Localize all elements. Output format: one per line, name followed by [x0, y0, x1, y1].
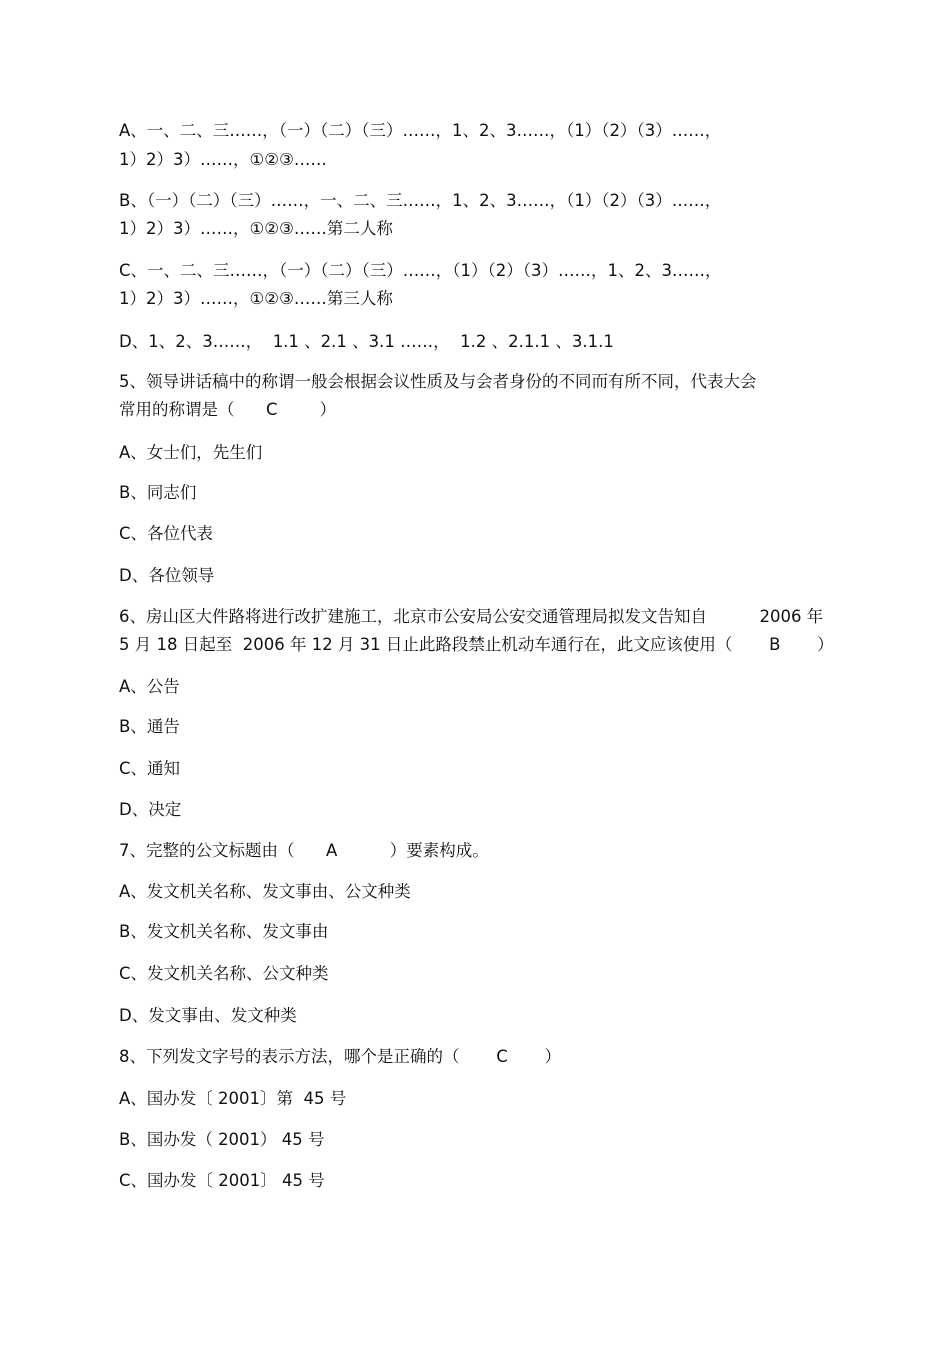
q6-stem-line1: 6、房山区大件路将进行改扩建施工，北京市公安局公安交通管理局拟发文告知自 2006 年: [119, 607, 824, 626]
q6-option-d: D、决定: [119, 800, 182, 819]
q6-stem-line2: 5 月 18 日起至 2006 年 12 月 31 日止此路段禁止机动车通行在，此文应该使用（ B ）: [119, 635, 834, 654]
q5-option-a: A、女士们，先生们: [119, 443, 263, 462]
q7-option-d: D、发文事由、发文种类: [119, 1006, 297, 1025]
q5-stem-line1: 5、领导讲话稿中的称谓一般会根据会议性质及与会者身份的不同而有所不同，代表大会: [119, 372, 757, 391]
q6-option-a: A、公告: [119, 677, 180, 696]
q7-option-a: A、发文机关名称、发文事由、公文种类: [119, 882, 411, 901]
q8-stem: 8、下列发文字号的表示方法，哪个是正确的（ C ）: [119, 1047, 561, 1066]
q4-option-c-line1: C、一、二、三……，（一）（二）（三）……，（1）（2）（3）……，1、2、3……，: [119, 261, 722, 280]
q8-option-b: B、国办发（ 2001） 45 号: [119, 1130, 325, 1149]
q4-option-b-line1: B、（一）（二）（三）……，一、二、三……，1、2、3……，（1）（2）（3）……，: [119, 191, 722, 210]
q4-option-c-line2: 1）2）3）……，①②③……第三人称: [119, 289, 393, 308]
q4-option-a-line2: 1）2）3）……，①②③……: [119, 150, 327, 169]
q5-option-c: C、各位代表: [119, 524, 214, 543]
q4-option-b-line2: 1）2）3）……，①②③……第二人称: [119, 219, 393, 238]
q7-option-b: B、发文机关名称、发文事由: [119, 922, 329, 941]
q6-option-b: B、通告: [119, 717, 180, 736]
q7-stem: 7、完整的公文标题由（ A ）要素构成。: [119, 841, 489, 860]
q6-option-c: C、通知: [119, 759, 181, 778]
q7-option-c: C、发文机关名称、公文种类: [119, 964, 329, 983]
q4-option-d: D、1、2、3……， 1.1 、2.1 、3.1 ……， 1.2 、2.1.1 、3.1.1: [119, 332, 614, 351]
q5-option-d: D、各位领导: [119, 566, 215, 585]
q8-option-c: C、国办发〔 2001〕 45 号: [119, 1171, 325, 1190]
q8-option-a: A、国办发〔 2001〕第 45 号: [119, 1089, 347, 1108]
q5-option-b: B、同志们: [119, 483, 197, 502]
q4-option-a-line1: A、一、二、三……，（一）（二）（三）……，1、2、3……，（1）（2）（3）……，: [119, 121, 722, 140]
q5-stem-line2: 常用的称谓是（ C ）: [119, 400, 336, 419]
